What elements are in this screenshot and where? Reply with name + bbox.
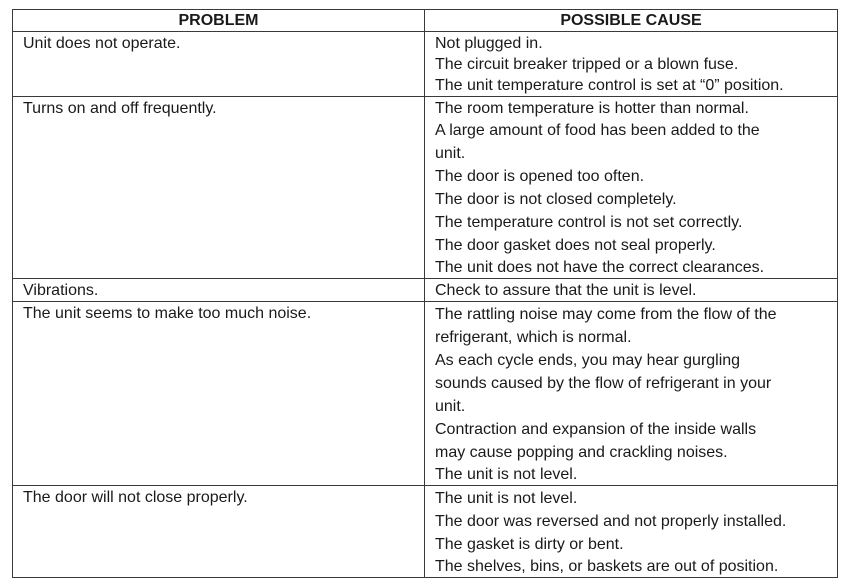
cause-line: The circuit breaker tripped or a blown fuse.: [435, 56, 739, 73]
cause-line: refrigerant, which is normal.: [435, 329, 632, 346]
cause-cell: [425, 302, 838, 486]
cause-line: The unit is not level.: [435, 490, 578, 507]
problem-column-header: PROBLEM: [13, 10, 425, 32]
cause-line: The gasket is dirty or bent.: [435, 536, 624, 553]
table-row: [13, 32, 838, 97]
cause-line: sounds caused by the flow of refrigerant in your: [435, 375, 772, 392]
cause-line: The room temperature is hotter than normal.: [435, 100, 749, 117]
cause-line: Contraction and expansion of the inside walls: [435, 421, 757, 438]
cause-cell: [425, 32, 838, 97]
cause-line: may cause popping and crackling noises.: [435, 444, 728, 461]
problem-cell: The door will not close properly.: [13, 486, 425, 578]
problem-cell: Turns on and off frequently.: [13, 97, 425, 279]
cause-line: Not plugged in.: [435, 35, 543, 52]
cause-line: The door gasket does not seal properly.: [435, 237, 716, 254]
cause-line: The door was reversed and not properly installed.: [435, 513, 787, 530]
cause-line: unit.: [435, 145, 466, 162]
cause-line: Check to assure that the unit is level.: [435, 282, 697, 299]
cause-line: The door is opened too often.: [435, 168, 645, 185]
cause-line: The unit is not level.: [435, 466, 578, 483]
cause-line: The shelves, bins, or baskets are out of position.: [435, 558, 779, 575]
cause-line: A large amount of food has been added to the: [435, 122, 760, 139]
cause-line: The unit temperature control is set at “0” position.: [435, 77, 784, 94]
cause-line: unit.: [435, 398, 466, 415]
possible-cause-column-header: POSSIBLE CAUSE: [425, 10, 838, 32]
cause-cell: [425, 97, 838, 279]
table-row: [13, 486, 838, 578]
table-header-row: [13, 10, 838, 32]
cause-cell: [425, 279, 838, 302]
problem-cell: The unit seems to make too much noise.: [13, 302, 425, 486]
cause-line: The unit does not have the correct clearances.: [435, 259, 765, 276]
cause-line: As each cycle ends, you may hear gurgling: [435, 352, 741, 369]
troubleshooting-document: [12, 9, 838, 578]
table-row: [13, 279, 838, 302]
cause-line: The door is not closed completely.: [435, 191, 677, 208]
cause-line: The temperature control is not set correctly.: [435, 214, 743, 231]
table-row: [13, 97, 838, 279]
cause-cell: [425, 486, 838, 578]
cause-line: The rattling noise may come from the flow of the: [435, 306, 777, 323]
table-row: [13, 302, 838, 486]
troubleshooting-table: [12, 9, 838, 578]
problem-cell: Vibrations.: [13, 279, 425, 302]
problem-cell: Unit does not operate.: [13, 32, 425, 97]
